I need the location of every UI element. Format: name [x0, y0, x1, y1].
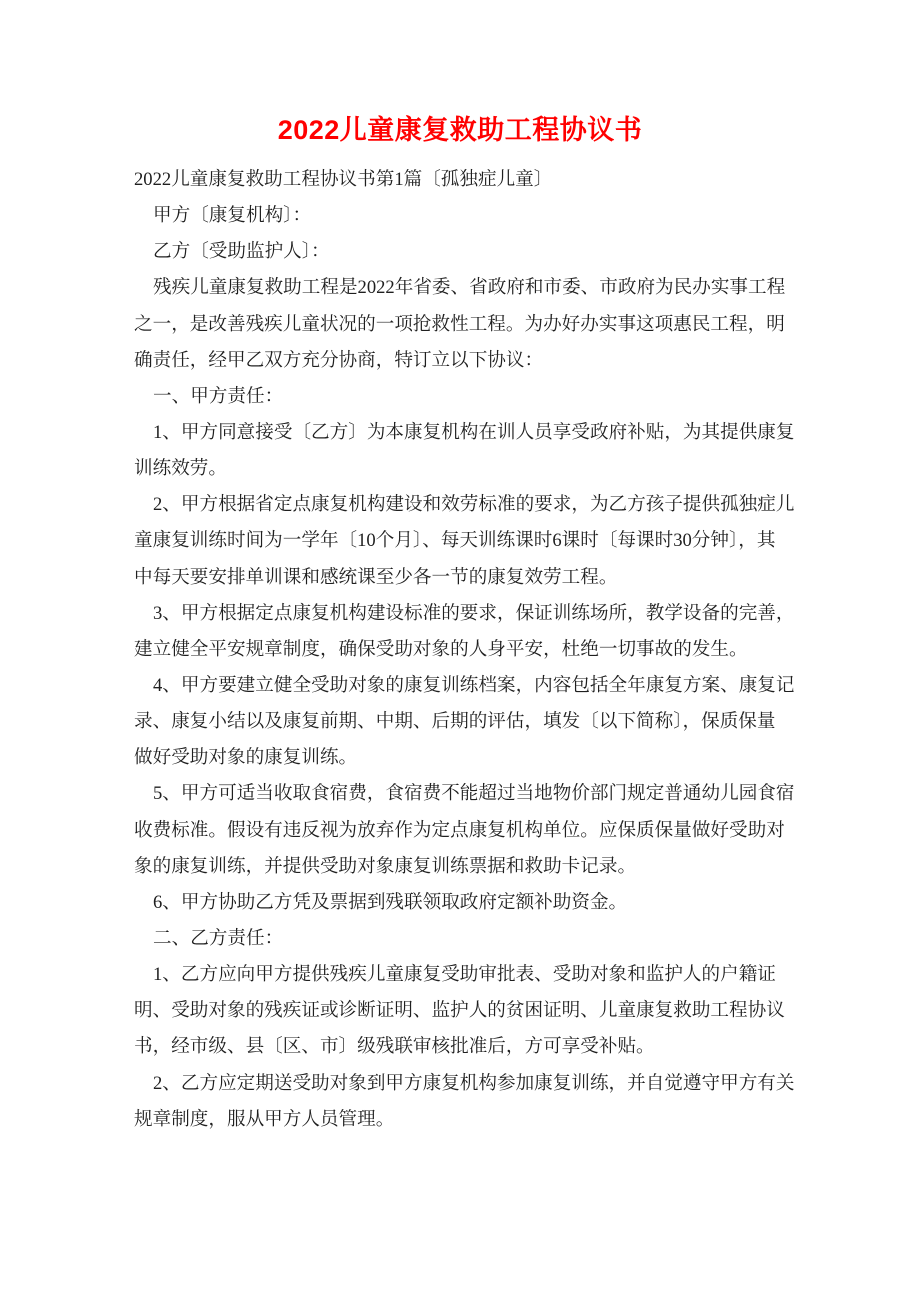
text-line: 乙方〔受助监护人〕： [153, 241, 330, 263]
text-line: 甲方〔康复机构〕： [153, 205, 312, 227]
text-line: 6、甲方协助乙方凭及票据到残联领取政府定额补助资金。 [153, 891, 628, 913]
text-line: 之一，是改善残疾儿童状况的一项抢救性工程。为办好办实事这项惠民工程，明 [134, 313, 785, 335]
text-line: 确责任，经甲乙双方充分协商，特订立以下协议： [134, 349, 544, 371]
text-line: 5、甲方可适当收取食宿费，食宿费不能超过当地物价部门规定普通幼儿园食宿 [153, 783, 795, 805]
text-line: 训练效劳。 [134, 458, 227, 480]
paragraph [134, 776, 795, 884]
text-line: 4、甲方要建立健全受助对象的康复训练档案，内容包括全年康复方案、康复记 [153, 674, 795, 696]
paragraph [134, 1066, 795, 1138]
text-line: 做好受助对象的康复训练。 [134, 747, 358, 769]
paragraph [134, 270, 786, 378]
paragraph [134, 234, 786, 270]
text-line: 2、甲方根据省定点康复机构建设和效劳标准的要求，为乙方孩子提供孤独症儿 [153, 494, 795, 516]
text-line: 象的康复训练，并提供受助对象康复训练票据和救助卡记录。 [134, 855, 637, 877]
text-line: 3、甲方根据定点康复机构建设标准的要求，保证训练场所，教学设备的完善， [153, 602, 795, 624]
text-line: 明、受助对象的残疾证或诊断证明、监护人的贫困证明、儿童康复救助工程协议 [134, 1000, 785, 1022]
paragraph [134, 198, 786, 234]
text-line: 1、乙方应向甲方提供残疾儿童康复受助审批表、受助对象和监护人的户籍证 [153, 964, 776, 986]
paragraph [134, 596, 795, 668]
text-line: 2、乙方应定期送受助对象到甲方康复机构参加康复训练，并自觉遵守甲方有关 [153, 1072, 795, 1094]
paragraph [134, 415, 795, 487]
paragraph [134, 487, 795, 595]
text-line: 二、乙方责任： [153, 927, 284, 949]
text-line: 书，经市级、县〔区、市〕级残联审核批准后，方可享受补贴。 [134, 1036, 655, 1058]
text-line: 规章制度，服从甲方人员管理。 [134, 1108, 395, 1130]
text-line: 收费标准。假设有违反视为放弃作为定点康复机构单位。应保质保量做好受助对 [134, 819, 785, 841]
text-line: 录、康复小结以及康复前期、中期、后期的评估，填发〔以下简称〕，保质保量 [134, 711, 776, 733]
text-line: 建立健全平安规章制度，确保受助对象的人身平安，杜绝一切事故的发生。 [134, 638, 748, 660]
paragraph [134, 162, 786, 198]
paragraph [134, 379, 786, 415]
paragraph [134, 921, 786, 957]
text-line: 中每天要安排单训课和感统课至少各一节的康复效劳工程。 [134, 566, 618, 588]
text-line: 一、甲方责任： [153, 385, 284, 407]
text-line: 1、甲方同意接受〔乙方〕为本康复机构在训人员享受政府补贴，为其提供康复 [153, 421, 795, 443]
paragraph [134, 885, 786, 921]
paragraph [134, 957, 786, 1065]
text-line: 2022儿童康复救助工程协议书第1篇〔孤独症儿童〕 [134, 169, 553, 190]
document-body [134, 162, 795, 1138]
text-line: 童康复训练时间为一学年〔10个月〕、每天训练课时6课时〔每课时30分钟〕，其 [134, 530, 776, 552]
page-title: 2022儿童康复救助工程协议书 [277, 115, 643, 145]
text-line: 残疾儿童康复救助工程是2022年省委、省政府和市委、市政府为民办实事工程 [153, 277, 786, 299]
paragraph [134, 668, 795, 776]
